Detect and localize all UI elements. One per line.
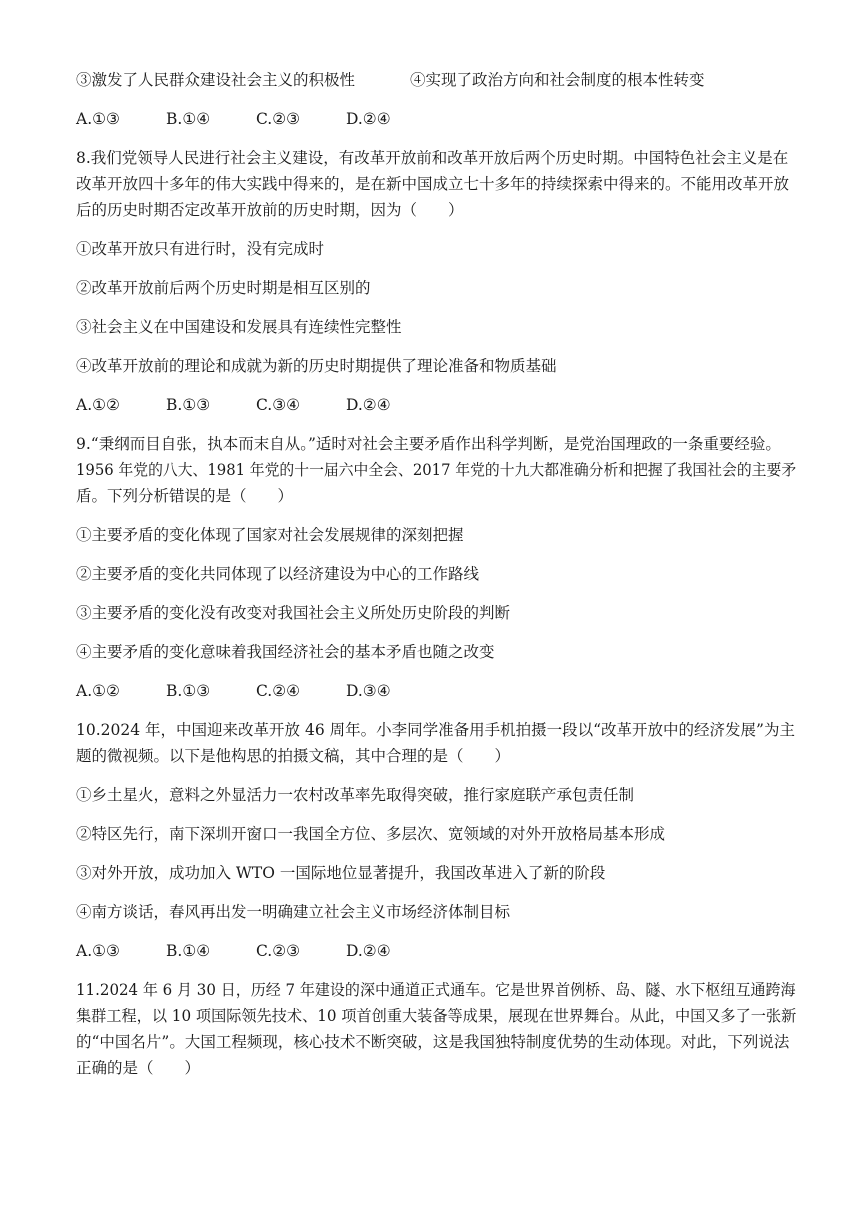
q11-stem-line-2: 集群工程，以 10 项国际领先技术、10 项首创重大装备等成果，展现在世界舞台。从此，中国又多了一张新 (76, 1007, 797, 1025)
q11-stem-line-3: 的“中国名片”。大国工程频现，核心技术不断突破，这是我国独特制度优势的生动体现。对此，下列说法 (76, 1033, 790, 1051)
q7-item-4: ④实现了政治方向和社会制度的根本性转变 (410, 71, 705, 89)
q9-option-b: B.①③ (166, 682, 211, 700)
q9-item-2: ②主要矛盾的变化共同体现了以经济建设为中心的工作路线 (76, 565, 480, 583)
q8-option-b: B.①③ (166, 396, 211, 414)
q7-option-d: D.②④ (346, 110, 391, 128)
q10-option-c: C.②③ (256, 942, 301, 960)
q9-option-d: D.③④ (346, 682, 391, 700)
q7-options (76, 109, 391, 129)
q11-stem-line-4: 正确的是（ ） (76, 1059, 201, 1077)
q10-options (76, 941, 391, 961)
q9-options (76, 681, 391, 701)
q8-stem-line-2: 改革开放四十多年的伟大实践中得来的，是在新中国成立七十多年的持续探索中得来的。不能用改革开放 (76, 175, 790, 193)
q9-stem-line-3: 盾。下列分析错误的是（ ） (76, 487, 294, 505)
q8-options (76, 395, 391, 415)
q10-option-a: A.①③ (76, 942, 120, 960)
q9-item-3: ③主要矛盾的变化没有改变对我国社会主义所处历史阶段的判断 (76, 604, 511, 622)
q7-item-3: ③激发了人民群众建设社会主义的积极性 (76, 71, 356, 89)
q10-item-2: ②特区先行，南下深圳开窗口一我国全方位、多层次、宽领域的对外开放格局基本形成 (76, 825, 666, 843)
q10-item-3: ③对外开放，成功加入 WTO 一国际地位显著提升，我国改革进入了新的阶段 (76, 864, 606, 882)
q7-option-b: B.①④ (166, 110, 211, 128)
q9-item-4: ④主要矛盾的变化意味着我国经济社会的基本矛盾也随之改变 (76, 643, 495, 661)
q8-option-d: D.②④ (346, 396, 391, 414)
q8-option-a: A.①② (76, 396, 120, 414)
q8-item-1: ①改革开放只有进行时，没有完成时 (76, 240, 325, 258)
q9-stem-line-2: 1956 年党的八大、1981 年党的十一届六中全会、2017 年党的十九大都准确分析和把握了我国社会的主要矛 (76, 461, 797, 479)
q10-item-4: ④南方谈话，春风再出发一明确建立社会主义市场经济体制目标 (76, 903, 511, 921)
q10-option-b: B.①④ (166, 942, 211, 960)
q8-item-2: ②改革开放前后两个历史时期是相互区别的 (76, 279, 371, 297)
q8-stem-line-3: 后的历史时期否定改革开放前的历史时期，因为（ ） (76, 201, 464, 219)
q10-stem-line-1: 10.2024 年，中国迎来改革开放 46 周年。小李同学准备用手机拍摄一段以“改革开放中的经济发展”为主 (76, 721, 795, 739)
q8-option-c: C.③④ (256, 396, 301, 414)
q8-stem-line-1: 8.我们党领导人民进行社会主义建设，有改革开放前和改革开放后两个历史时期。中国特色社会主义是在 (76, 149, 789, 167)
q9-item-1: ①主要矛盾的变化体现了国家对社会发展规律的深刻把握 (76, 526, 464, 544)
q10-item-1: ①乡土星火，意料之外显活力一农村改革率先取得突破，推行家庭联产承包责任制 (76, 786, 635, 804)
q7-option-a: A.①③ (76, 110, 120, 128)
q11-stem-line-1: 11.2024 年 6 月 30 日，历经 7 年建设的深中通道正式通车。它是世界首例桥、岛、隧、水下枢纽互通跨海 (76, 981, 796, 999)
q8-item-4: ④改革开放前的理论和成就为新的历史时期提供了理论准备和物质基础 (76, 357, 557, 375)
q9-option-c: C.②④ (256, 682, 301, 700)
q9-option-a: A.①② (76, 682, 120, 700)
q9-stem-line-1: 9.“秉纲而目自张，执本而末自从。”适时对社会主要矛盾作出科学判断，是党治国理政的一条重要经验。 (76, 435, 781, 453)
q8-item-3: ③社会主义在中国建设和发展具有连续性完整性 (76, 318, 402, 336)
q7-option-c: C.②③ (256, 110, 301, 128)
q10-option-d: D.②④ (346, 942, 391, 960)
q10-stem-line-2: 题的微视频。以下是他构思的拍摄文稿，其中合理的是（ ） (76, 747, 511, 765)
